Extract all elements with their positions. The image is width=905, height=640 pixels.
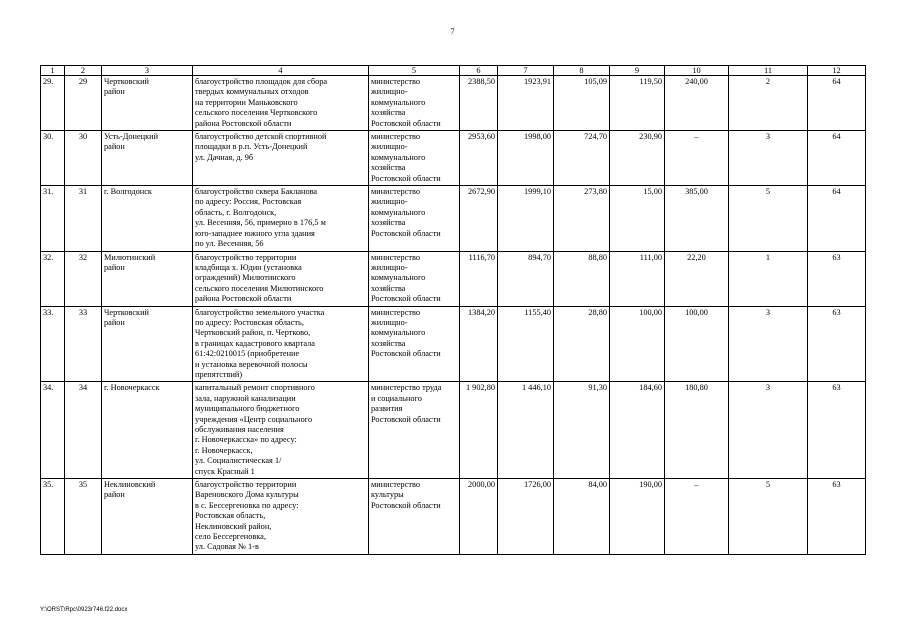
row-number: 32 [65,251,102,306]
row-index: 35. [41,479,65,555]
value-col11: 1 [729,251,808,306]
column-header: 6 [460,66,498,76]
column-header: 12 [808,66,866,76]
table-row [41,131,866,186]
row-index: 33. [41,306,65,382]
value-col10: 385,00 [665,186,729,251]
data-table [40,65,866,555]
value-col12: 64 [808,186,866,251]
ministry-cell: министерство жилищно- коммунального хозяйства Ростовской области [369,186,460,251]
column-header: 4 [193,66,369,76]
value-col6: 1 902,80 [460,382,498,479]
value-col8: 273,80 [554,186,610,251]
row-index: 31. [41,186,65,251]
ministry-cell: министерство жилищно- коммунального хозяйства Ростовской области [369,76,460,131]
table-row [41,186,866,251]
value-col12: 64 [808,131,866,186]
value-col6: 2388,50 [460,76,498,131]
column-header: 8 [554,66,610,76]
value-col7: 1 446,10 [498,382,554,479]
value-col11: 3 [729,306,808,382]
district-cell: г. Волгодонск [102,186,193,251]
value-col6: 2672,90 [460,186,498,251]
row-number: 33 [65,306,102,382]
district-cell: Чертковский район [102,306,193,382]
value-col10: 22,20 [665,251,729,306]
table-row [41,382,866,479]
row-number: 34 [65,382,102,479]
page-number: 7 [450,27,455,36]
description-cell: благоустройство территории кладбища х. Юдин (установка ограждений) Милютинского сельского поселения Милютинского района Ростовской области [193,251,369,306]
value-col8: 88,80 [554,251,610,306]
value-col6: 1116,70 [460,251,498,306]
value-col12: 63 [808,382,866,479]
value-col8: 28,80 [554,306,610,382]
description-cell: благоустройство сквера Бакланова по адресу: Россия, Ростовская область, г. Волгодонск, ул. Весенняя, 56, примерно в 176,5 м юго-западнее южного угла здания по ул. Весенняя, 56 [193,186,369,251]
ministry-cell: министерство культуры Ростовской области [369,479,460,555]
column-header: 5 [369,66,460,76]
value-col11: 5 [729,186,808,251]
value-col9: 184,60 [610,382,665,479]
value-col9: 100,00 [610,306,665,382]
value-col9: 230,90 [610,131,665,186]
ministry-cell: министерство жилищно- коммунального хозяйства Ростовской области [369,131,460,186]
value-col10: 240,00 [665,76,729,131]
value-col12: 63 [808,479,866,555]
table-row [41,76,866,131]
column-header: 2 [65,66,102,76]
value-col8: 105,09 [554,76,610,131]
row-number: 30 [65,131,102,186]
value-col12: 63 [808,251,866,306]
value-col11: 5 [729,479,808,555]
description-cell: капитальный ремонт спортивного зала, наружной канализации муниципального бюджетного учреждения «Центр социального обслуживания населения г. Новочеркасска» по адресу: г. Новочеркасск, ул. Социалистическая 1/ спуск Красный 1 [193,382,369,479]
column-header: 9 [610,66,665,76]
column-header: 10 [665,66,729,76]
district-cell: Милютинский район [102,251,193,306]
value-col12: 64 [808,76,866,131]
value-col7: 1155,40 [498,306,554,382]
value-col8: 724,70 [554,131,610,186]
value-col10: 100,00 [665,306,729,382]
row-number: 31 [65,186,102,251]
value-col10: – [665,479,729,555]
value-col9: 111,00 [610,251,665,306]
row-number: 35 [65,479,102,555]
value-col11: 3 [729,382,808,479]
description-cell: благоустройство площадок для сбора твердых коммунальных отходов на территории Маньковского сельского поселения Чертковского района Ростовской области [193,76,369,131]
row-index: 34. [41,382,65,479]
row-number: 29 [65,76,102,131]
value-col11: 3 [729,131,808,186]
district-cell: Усть-Донецкий район [102,131,193,186]
value-col7: 1999,10 [498,186,554,251]
value-col6: 1384,20 [460,306,498,382]
table-row [41,479,866,555]
value-col6: 2000,00 [460,479,498,555]
district-cell: Чертковский район [102,76,193,131]
value-col12: 63 [808,306,866,382]
value-col11: 2 [729,76,808,131]
value-col8: 91,30 [554,382,610,479]
column-header: 1 [41,66,65,76]
ministry-cell: министерство жилищно- коммунального хозяйства Ростовской области [369,251,460,306]
table-header-row [41,66,866,76]
value-col10: 180,80 [665,382,729,479]
value-col7: 1726,00 [498,479,554,555]
column-header: 3 [102,66,193,76]
table-row [41,306,866,382]
table-row [41,251,866,306]
row-index: 30. [41,131,65,186]
column-header: 11 [729,66,808,76]
district-cell: Неклиновский район [102,479,193,555]
value-col6: 2953,60 [460,131,498,186]
description-cell: благоустройство детской спортивной площадки в р.п. Усть-Донецкий ул. Дачная, д. 9б [193,131,369,186]
row-index: 29. [41,76,65,131]
value-col7: 1923,91 [498,76,554,131]
description-cell: благоустройство земельного участка по адресу: Ростовская область, Чертковский район, п. Чертково, в границах кадастрового квартала 61:42:0210015 (приобретение и установка веревочной полосы препятствий) [193,306,369,382]
district-cell: г. Новочеркасск [102,382,193,479]
value-col9: 119,50 [610,76,665,131]
value-col9: 190,00 [610,479,665,555]
description-cell: благоустройство территории Вареновского Дома культуры в с. Бессергеновка по адресу: Ростовская область, Неклиновский район, село Бессергеновка, ул. Садовая № 1-в [193,479,369,555]
value-col7: 894,70 [498,251,554,306]
row-index: 32. [41,251,65,306]
ministry-cell: министерство жилищно- коммунального хозяйства Ростовской области [369,306,460,382]
value-col7: 1998,00 [498,131,554,186]
value-col10: – [665,131,729,186]
value-col9: 15,00 [610,186,665,251]
ministry-cell: министерство труда и социального развития Ростовской области [369,382,460,479]
column-header: 7 [498,66,554,76]
value-col8: 84,00 [554,479,610,555]
file-path-footer: Y:\ORST\Rpc\0923r746.f22.docx [40,607,128,613]
